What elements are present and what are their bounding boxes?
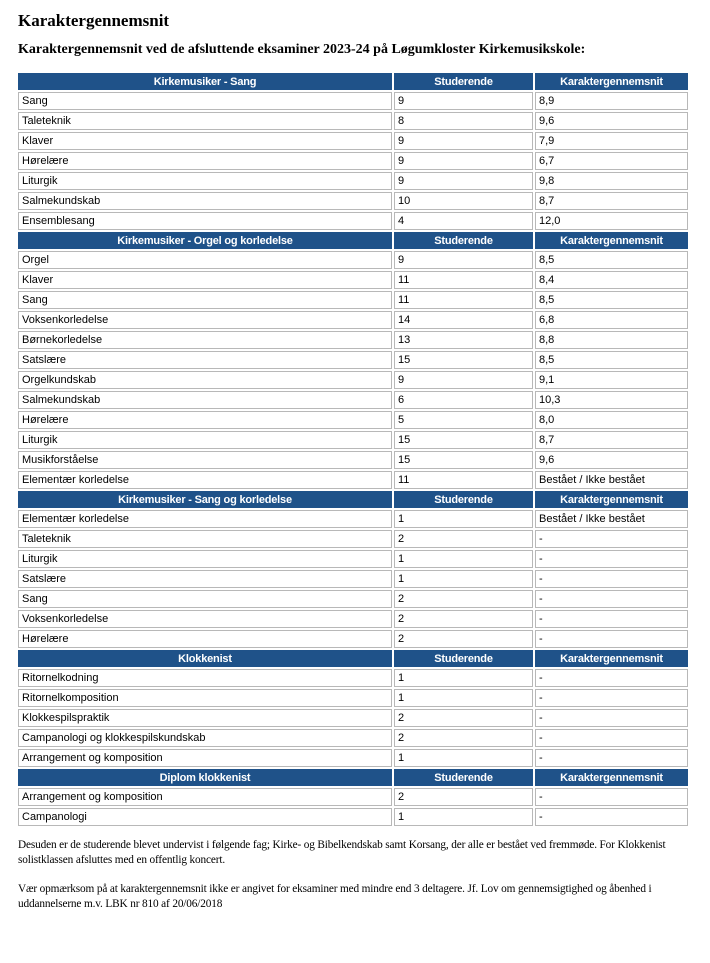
subject-cell: Ritornelkomposition <box>18 689 392 707</box>
grade-cell: 8,5 <box>535 251 688 269</box>
students-cell: 8 <box>394 112 533 130</box>
subject-cell: Hørelære <box>18 411 392 429</box>
subject-cell: Elementær korledelse <box>18 510 392 528</box>
section-header-row <box>18 73 688 90</box>
students-cell: 15 <box>394 431 533 449</box>
grade-column-header: Karaktergennemsnit <box>535 650 688 667</box>
table-row <box>18 271 688 289</box>
page-subtitle: Karaktergennemsnit ved de afsluttende eksaminer 2023-24 på Løgumkloster Kirkemusikskole: <box>18 42 586 57</box>
grade-cell: 12,0 <box>535 212 688 230</box>
grade-cell: Bestået / Ikke bestået <box>535 471 688 489</box>
section-header-row <box>18 491 688 508</box>
students-cell: 1 <box>394 689 533 707</box>
students-cell: 15 <box>394 351 533 369</box>
students-cell: 1 <box>394 510 533 528</box>
students-cell: 9 <box>394 92 533 110</box>
subject-cell: Salmekundskab <box>18 391 392 409</box>
grade-cell: 6,8 <box>535 311 688 329</box>
students-cell: 11 <box>394 291 533 309</box>
students-column-header: Studerende <box>394 769 533 786</box>
grade-cell: - <box>535 709 688 727</box>
students-cell: 11 <box>394 471 533 489</box>
students-column-header: Studerende <box>394 232 533 249</box>
subject-cell: Elementær korledelse <box>18 471 392 489</box>
table-row <box>18 251 688 269</box>
grade-cell: - <box>535 808 688 826</box>
grade-cell: 8,7 <box>535 431 688 449</box>
subject-cell: Taleteknik <box>18 112 392 130</box>
table-row <box>18 788 688 806</box>
subject-cell: Klaver <box>18 271 392 289</box>
grade-cell: - <box>535 530 688 548</box>
subject-cell: Liturgik <box>18 550 392 568</box>
page-title: Karaktergennemsnit <box>18 11 170 30</box>
subject-cell: Klaver <box>18 132 392 150</box>
grade-cell: 8,5 <box>535 351 688 369</box>
students-cell: 9 <box>394 172 533 190</box>
table-row <box>18 630 688 648</box>
subject-cell: Sang <box>18 92 392 110</box>
subject-cell: Sang <box>18 291 392 309</box>
table-row <box>18 530 688 548</box>
section-heading: Kirkemusiker - Sang og korledelse <box>18 491 392 508</box>
grade-cell: - <box>535 630 688 648</box>
students-cell: 1 <box>394 808 533 826</box>
subject-cell: Voksenkorledelse <box>18 311 392 329</box>
table-row <box>18 212 688 230</box>
subject-cell: Taleteknik <box>18 530 392 548</box>
table-row <box>18 112 688 130</box>
table-row <box>18 431 688 449</box>
subject-cell: Hørelære <box>18 630 392 648</box>
section-heading: Kirkemusiker - Orgel og korledelse <box>18 232 392 249</box>
students-cell: 10 <box>394 192 533 210</box>
grade-column-header: Karaktergennemsnit <box>535 769 688 786</box>
grade-cell: 8,0 <box>535 411 688 429</box>
grade-cell: 9,6 <box>535 451 688 469</box>
grade-cell: 8,8 <box>535 331 688 349</box>
students-cell: 15 <box>394 451 533 469</box>
grade-cell: 9,6 <box>535 112 688 130</box>
grade-column-header: Karaktergennemsnit <box>535 491 688 508</box>
table-row <box>18 590 688 608</box>
section-header-row <box>18 232 688 249</box>
subject-cell: Campanologi <box>18 808 392 826</box>
students-cell: 2 <box>394 530 533 548</box>
table-row <box>18 510 688 528</box>
section-header-row <box>18 650 688 667</box>
grade-cell: 10,3 <box>535 391 688 409</box>
table-row <box>18 411 688 429</box>
subject-cell: Klokkespilspraktik <box>18 709 392 727</box>
students-cell: 9 <box>394 152 533 170</box>
students-cell: 2 <box>394 788 533 806</box>
table-row <box>18 749 688 767</box>
students-cell: 9 <box>394 132 533 150</box>
subject-cell: Ensemblesang <box>18 212 392 230</box>
grade-cell: 9,1 <box>535 371 688 389</box>
table-row <box>18 808 688 826</box>
subject-cell: Satslære <box>18 570 392 588</box>
note-subjects: Desuden er de studerende blevet undervist i følgende fag; Kirke- og Bibelkendskab samt Korsang, der alle er bestået ved fremmøde. For Klokkenist solistklassen afsluttes med en offentlig koncert. <box>18 839 666 866</box>
grade-cell: - <box>535 749 688 767</box>
table-row <box>18 709 688 727</box>
students-cell: 9 <box>394 371 533 389</box>
table-row <box>18 331 688 349</box>
students-cell: 2 <box>394 709 533 727</box>
grade-cell: - <box>535 570 688 588</box>
students-cell: 1 <box>394 570 533 588</box>
subject-cell: Arrangement og komposition <box>18 749 392 767</box>
section-heading: Klokkenist <box>18 650 392 667</box>
students-cell: 6 <box>394 391 533 409</box>
table-row <box>18 451 688 469</box>
grade-cell: - <box>535 689 688 707</box>
grades-table-body <box>18 73 688 826</box>
subject-cell: Salmekundskab <box>18 192 392 210</box>
table-row <box>18 351 688 369</box>
grade-cell: 8,7 <box>535 192 688 210</box>
table-row <box>18 391 688 409</box>
grade-cell: 7,9 <box>535 132 688 150</box>
grade-cell: 8,5 <box>535 291 688 309</box>
grade-cell: - <box>535 550 688 568</box>
section-heading: Diplom klokkenist <box>18 769 392 786</box>
subject-cell: Satslære <box>18 351 392 369</box>
subject-cell: Sang <box>18 590 392 608</box>
subject-cell: Musikforståelse <box>18 451 392 469</box>
table-row <box>18 192 688 210</box>
table-row <box>18 729 688 747</box>
students-column-header: Studerende <box>394 491 533 508</box>
grade-column-header: Karaktergennemsnit <box>535 73 688 90</box>
subject-cell: Hørelære <box>18 152 392 170</box>
students-cell: 2 <box>394 729 533 747</box>
students-cell: 1 <box>394 550 533 568</box>
students-cell: 2 <box>394 590 533 608</box>
grade-cell: 6,7 <box>535 152 688 170</box>
table-row <box>18 172 688 190</box>
grade-cell: - <box>535 610 688 628</box>
table-row <box>18 92 688 110</box>
grade-cell: 9,8 <box>535 172 688 190</box>
note-legal: Vær opmærksom på at karaktergennemsnit ikke er angivet for eksaminer med mindre end 3 deltagere. Jf. Lov om gennemsigtighed og åbenhed i uddannelserne m.v. LBK nr 810 af 20/06/2018 <box>18 883 652 910</box>
table-row <box>18 669 688 687</box>
subject-cell: Liturgik <box>18 431 392 449</box>
subject-cell: Børnekorledelse <box>18 331 392 349</box>
table-row <box>18 550 688 568</box>
students-cell: 1 <box>394 669 533 687</box>
subject-cell: Voksenkorledelse <box>18 610 392 628</box>
students-column-header: Studerende <box>394 650 533 667</box>
students-cell: 2 <box>394 610 533 628</box>
grade-cell: 8,4 <box>535 271 688 289</box>
table-row <box>18 132 688 150</box>
table-row <box>18 371 688 389</box>
grade-cell: Bestået / Ikke bestået <box>535 510 688 528</box>
grade-column-header: Karaktergennemsnit <box>535 232 688 249</box>
table-row <box>18 610 688 628</box>
students-cell: 1 <box>394 749 533 767</box>
subject-cell: Orgel <box>18 251 392 269</box>
students-cell: 9 <box>394 251 533 269</box>
table-row <box>18 311 688 329</box>
table-row <box>18 152 688 170</box>
subject-cell: Campanologi og klokkespilskundskab <box>18 729 392 747</box>
section-header-row <box>18 769 688 786</box>
students-cell: 5 <box>394 411 533 429</box>
table-row <box>18 570 688 588</box>
grade-cell: - <box>535 669 688 687</box>
grades-table <box>16 71 690 828</box>
students-cell: 11 <box>394 271 533 289</box>
students-cell: 4 <box>394 212 533 230</box>
grade-cell: 8,9 <box>535 92 688 110</box>
grade-cell: - <box>535 729 688 747</box>
students-cell: 2 <box>394 630 533 648</box>
table-row <box>18 689 688 707</box>
table-row <box>18 471 688 489</box>
grade-cell: - <box>535 788 688 806</box>
subject-cell: Orgelkundskab <box>18 371 392 389</box>
students-cell: 13 <box>394 331 533 349</box>
subject-cell: Arrangement og komposition <box>18 788 392 806</box>
subject-cell: Ritornelkodning <box>18 669 392 687</box>
subject-cell: Liturgik <box>18 172 392 190</box>
grade-cell: - <box>535 590 688 608</box>
table-row <box>18 291 688 309</box>
students-column-header: Studerende <box>394 73 533 90</box>
students-cell: 14 <box>394 311 533 329</box>
section-heading: Kirkemusiker - Sang <box>18 73 392 90</box>
